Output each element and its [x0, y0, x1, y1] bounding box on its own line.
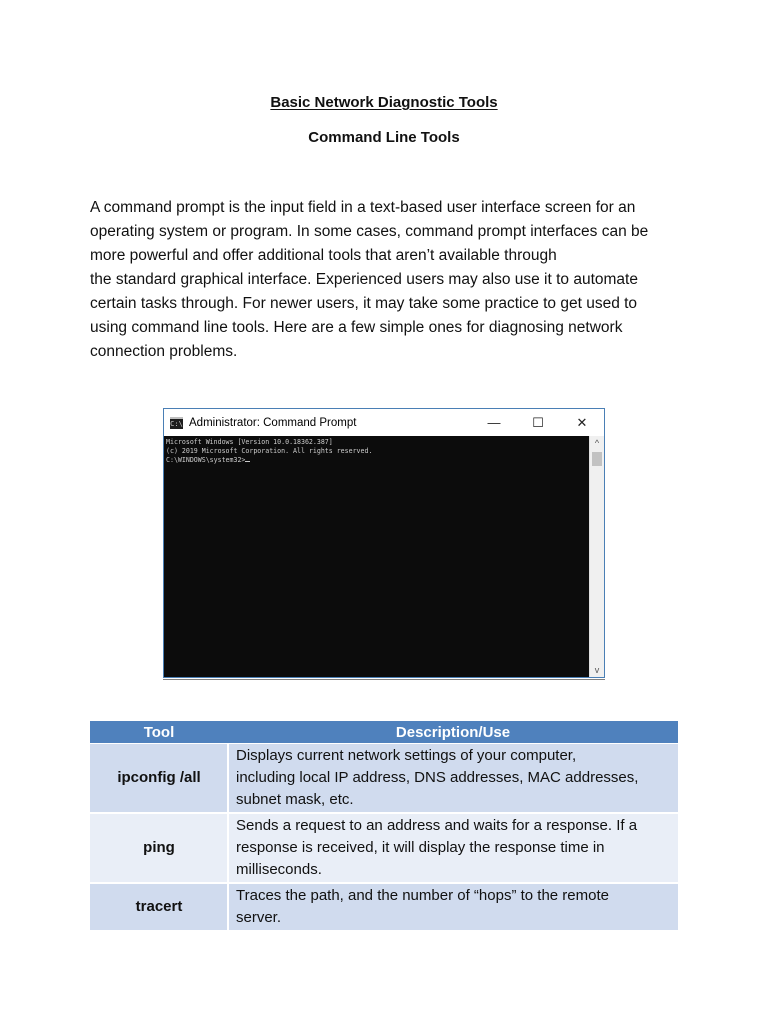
description-line: Traces the path, and the number of “hops” to the remote	[236, 887, 609, 904]
image-divider	[163, 679, 605, 680]
intro-line: certain tasks through. For newer users, it may take some practice to get used to	[90, 295, 638, 312]
intro-line: A command prompt is the input field in a text-based user interface screen for an	[90, 199, 636, 216]
console-line: (c) 2019 Microsoft Corporation. All rights reserved.	[166, 446, 373, 455]
console-prompt: C:\WINDOWS\system32>	[166, 456, 246, 464]
tool-name: ping	[90, 813, 228, 883]
close-button: ✕	[576, 414, 588, 430]
chevron-up-icon: ^	[594, 438, 600, 448]
intro-line: the standard graphical interface. Experienced users may also use it to automate	[90, 271, 638, 288]
vertical-scrollbar	[589, 436, 604, 677]
tool-name: tracert	[90, 883, 228, 931]
description-line: Sends a request to an address and waits for a response. If a	[236, 817, 638, 834]
console-output	[164, 436, 590, 677]
intro-line: operating system or program. In some cases, command prompt interfaces can be	[90, 223, 649, 240]
console-line: Microsoft Windows [Version 10.0.18362.387]	[166, 438, 333, 446]
intro-line: connection problems.	[90, 343, 238, 360]
table-row	[90, 744, 678, 814]
description-line: response is received, it will display the response time in	[236, 839, 605, 856]
tool-name: ipconfig /all	[90, 744, 228, 814]
intro-line: more powerful and offer additional tools that aren’t available through	[90, 247, 557, 264]
tool-description	[228, 813, 678, 883]
document-title	[0, 94, 768, 111]
scroll-thumb	[592, 452, 602, 466]
console-icon: C:\	[170, 417, 183, 429]
cmd-titlebar	[164, 409, 604, 436]
description-line: including local IP address, DNS addresses, MAC addresses,	[236, 769, 639, 786]
maximize-button: ☐	[532, 414, 544, 430]
table-header-row	[90, 721, 678, 744]
column-header-tool: Tool	[90, 721, 228, 744]
table-row	[90, 883, 678, 931]
cursor-icon	[245, 455, 250, 462]
tool-description	[228, 883, 678, 931]
description-line: Displays current network settings of your computer,	[236, 747, 577, 764]
document-subtitle: Command Line Tools	[308, 129, 460, 146]
tool-description	[228, 744, 678, 814]
intro-line: using command line tools. Here are a few simple ones for diagnosing network	[90, 319, 623, 336]
column-header-description: Description/Use	[228, 721, 678, 744]
description-line: subnet mask, etc.	[236, 791, 354, 808]
intro-paragraph	[90, 196, 680, 364]
description-line: milliseconds.	[236, 861, 322, 878]
table-row	[90, 813, 678, 883]
command-prompt-screenshot	[163, 408, 605, 678]
chevron-down-icon: v	[594, 665, 600, 675]
cmd-window-title: Administrator: Command Prompt	[189, 416, 357, 429]
minimize-button: —	[487, 415, 501, 430]
console-prompt-line	[166, 455, 588, 465]
description-line: server.	[236, 909, 282, 926]
tools-table	[90, 721, 678, 932]
document-title-text: Basic Network Diagnostic Tools	[270, 94, 498, 111]
